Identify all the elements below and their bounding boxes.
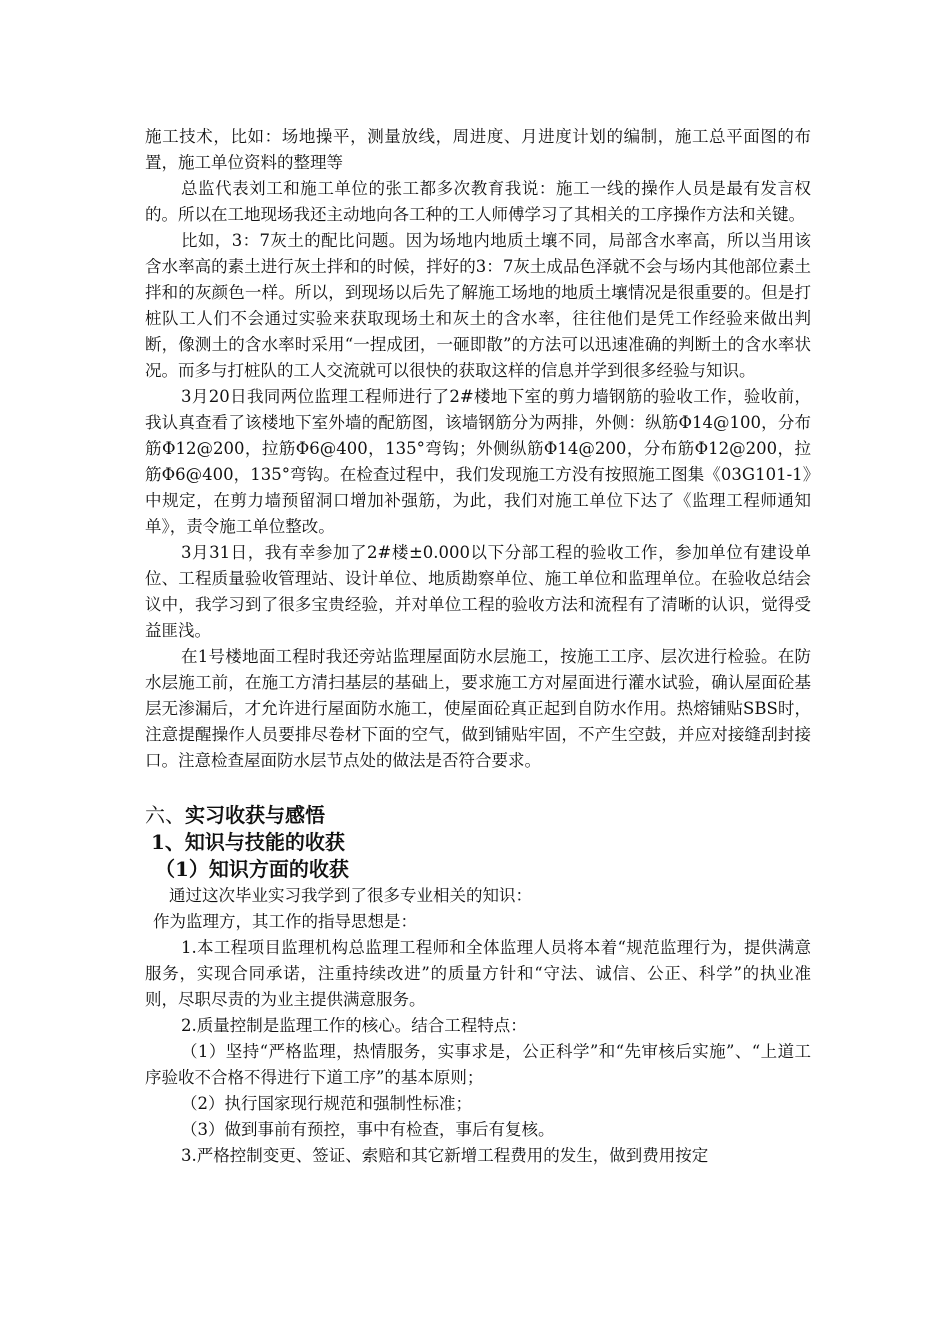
paragraph-construction-skills: 施工技术，比如：场地操平，测量放线，周进度、月进度计划的编制，施工总平面图的布置，施工单位资料的整理等 [145,127,811,172]
list-item-2-sub-3: （3）做到事前有预控，事中有检查，事后有复核。 [181,1120,555,1139]
document-body [145,124,811,1169]
list-item-2-sub-1: （1）坚持“严格监理，热情服务，实事求是，公正科学”和“先审核后实施”、“上道工序验收不合格不得进行下道工序”的基本原则； [145,1042,811,1087]
section-heading-number: 六、 [145,803,185,827]
paragraph-rebar-inspection: 3月20日我同两位监理工程师进行了2#楼地下室的剪力墙钢筋的验收工作，验收前，我认真查看了该楼地下室外墙的配筋图，该墙钢筋分为两排，外侧：纵筋Φ14@100，分布筋Φ12@200，拉筋Φ6@400，135°弯钩；外侧纵筋Φ14@200，分布筋Φ12@200，拉筋Φ6@400，135°弯钩。在检查过程中，我们发现施工方没有按照施工图集《03G101-1》中规定，在剪力墙预留洞口增加补强筋，为此，我们对施工单位下达了《监理工程师通知单》，责令施工单位整改。 [145,387,811,536]
list-item-2: 2.质量控制是监理工作的核心。结合工程特点： [181,1016,527,1035]
list-item-2-sub-2: （2）执行国家现行规范和强制性标准； [181,1094,472,1113]
paragraph-lime-soil-ratio: 比如，3：7灰土的配比问题。因为场地内地质土壤不同，局部含水率高，所以当用该含水率高的素土进行灰土拌和的时候，拌好的3：7灰土成品色泽就不会与场内其他部位素土拌和的灰颜色一样。所以，到现场以后先了解施工场地的地质土壤情况是很重要的。但是打桩队工人们不会通过实验来获取现场土和灰土的含水率，往往他们是凭工作经验来做出判断，像测土的含水率时采用“一捏成团，一砸即散”的方法可以迅速准确的判断土的含水率状况。而多与打桩队的工人交流就可以很快的获取这样的信息并学到很多经验与知识。 [145,231,811,380]
paragraph-supervisor-advice: 总监代表刘工和施工单位的张工都多次教育我说：施工一线的操作人员是最有发言权的。所以在工地现场我还主动地向各工种的工人师傅学习了其相关的工序操作方法和关键。 [145,179,811,224]
paragraph-roof-waterproofing: 在1号楼地面工程时我还旁站监理屋面防水层施工，按施工工序、层次进行检验。在防水层施工前，在施工方清扫基层的基础上，要求施工方对屋面进行灌水试验，确认屋面砼基层无渗漏后，才允许进行屋面防水施工，使屋面砼真正起到自防水作用。热熔铺贴SBS时，注意提醒操作人员要排尽卷材下面的空气，做到铺贴牢固，不产生空鼓，并应对接缝刮封接口。注意检查屋面防水层节点处的做法是否符合要求。 [145,647,811,770]
section-heading [145,802,811,829]
section-heading-title: 实习收获与感悟 [185,803,325,827]
section-spacer [145,774,811,802]
list-item-3: 3.严格控制变更、签证、索赔和其它新增工程费用的发生，做到费用按定 [181,1146,709,1165]
sub-subsection-heading: （1）知识方面的收获 [155,857,349,881]
paragraph-intro: 通过这次毕业实习我学到了很多专业相关的知识： [169,886,532,905]
list-item-1: 1.本工程项目监理机构总监理工程师和全体监理人员将本着“规范监理行为，提供满意服务，实现合同承诺，注重持续改进”的质量方针和“守法、诚信、公正、科学”的执业准则，尽职尽责的为业主提供满意服务。 [145,938,811,1009]
subsection-heading: 1、知识与技能的收获 [151,830,345,854]
paragraph-foundation-acceptance: 3月31日，我有幸参加了2#楼±0.000以下分部工程的验收工作，参加单位有建设单位、工程质量验收管理站、设计单位、地质勘察单位、施工单位和监理单位。在验收总结会议中，我学习到了很多宝贵经验，并对单位工程的验收方法和流程有了清晰的认识，觉得受益匪浅。 [145,543,811,640]
paragraph-guiding-thought: 作为监理方，其工作的指导思想是： [153,912,417,931]
